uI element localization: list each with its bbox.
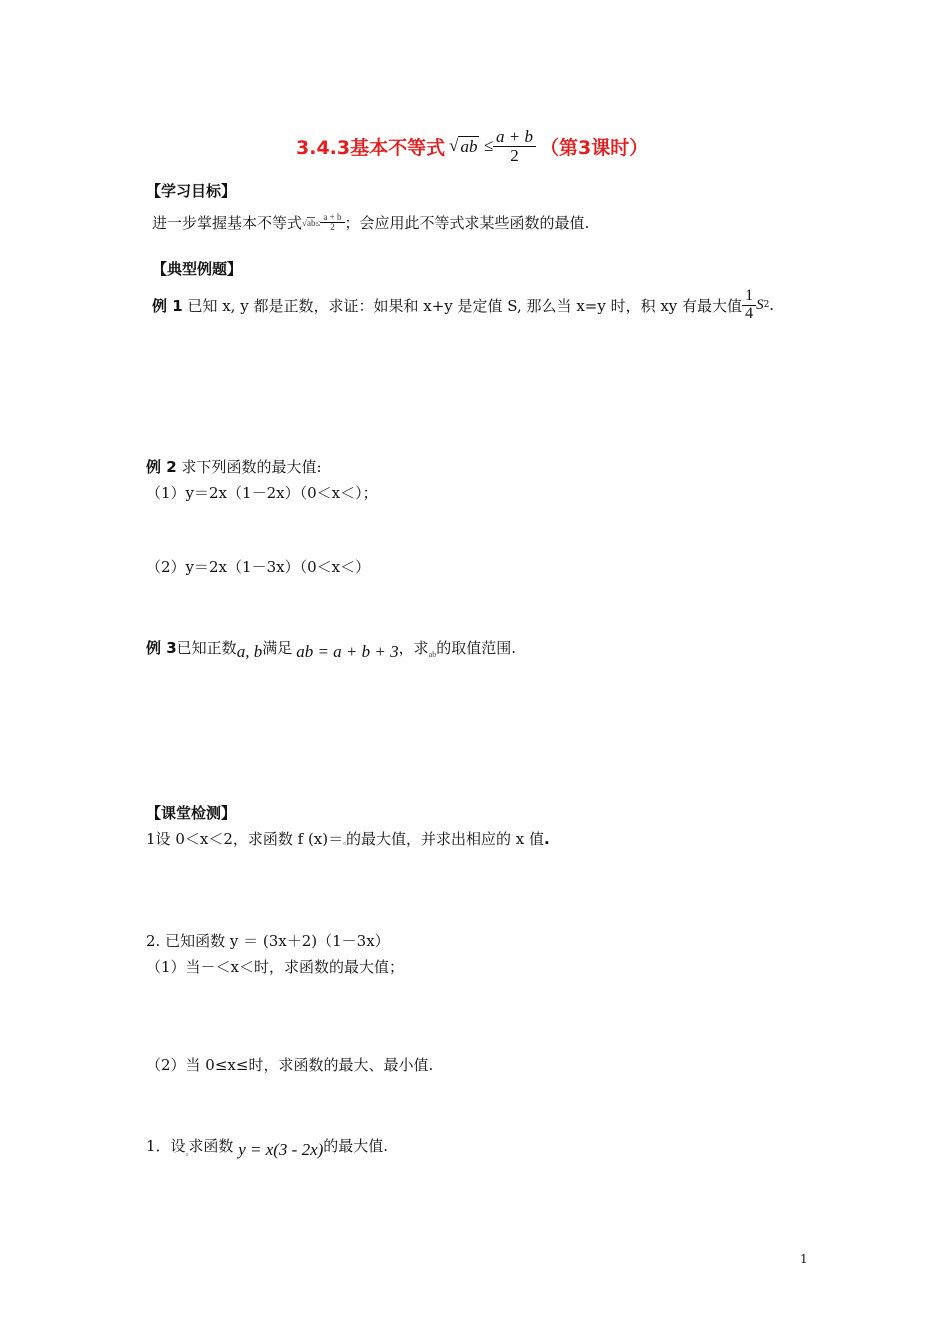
q3-equation: y = x(3 - 2x) (238, 1140, 324, 1159)
example-2 (146, 456, 322, 477)
example-3-vars: a, b (236, 642, 263, 661)
q1-function-icon: ▫ (343, 839, 346, 848)
check-q3: 1．设 ▫ 求函数 y = x(3 - 2x) 的最大值. (146, 1136, 389, 1159)
page-title (296, 128, 648, 165)
sqrt-symbol: √ ab (449, 135, 478, 156)
check-heading: 【课堂检测】 (146, 804, 237, 822)
check-q2-2: （2）当 0≤x≤时，求函数的最大、最小值. (146, 1056, 434, 1074)
example-2-item-1: （1）y＝2x（1－2x）（0＜x＜）； (146, 484, 378, 502)
example-2-text: 求下列函数的最大值: (181, 458, 322, 476)
goals-text: 进一步掌握基本不等式 √ ab ≤ $\frac{a + b}{2}$ ；会应用此不等式求某些函数的最值. (152, 211, 590, 232)
check-q2-1: （1）当－＜x＜时，求函数的最大值； (146, 958, 405, 976)
example-1-fraction: $\frac{1}{4}$ (742, 288, 756, 323)
example-3-target-icon: ab (428, 649, 437, 659)
title-inequality: √ ab ≤ $\frac{a + b}{2}$ (449, 128, 536, 165)
example-3: 例 3 已知正数 a, b 满足 ab = a + b + 3 ，求 ab 的取值范围. (146, 638, 516, 661)
example-3-equation: ab = a + b + 3 (296, 642, 399, 661)
example-1: 例 1 已知 x, y 都是正数，求证：如果和 x+y 是定值 S, 那么当 x=y 时，积 xy 有最大值 $\frac{1}{4}$ S 2 . (152, 287, 775, 322)
goals-heading: 【学习目标】 (146, 182, 237, 200)
example-1-text: 已知 x, y 都是正数，求证：如果和 x+y 是定值 S, 那么当 x=y 时，积 xy 有最大值 (187, 296, 743, 315)
example-1-s: S (756, 296, 764, 313)
page-number: 1 (800, 1252, 808, 1266)
check-q1: 1 设 0＜x＜2，求函数 f (x)＝ ▫ 的最大值，并求出相应的 x 值 . (146, 829, 550, 848)
check-q2: 2. 已知函数 y ＝ (3x＋2)（1－3x） (146, 932, 390, 950)
example-3-label: 例 3 (146, 638, 177, 657)
title-fraction: $\frac{a + b}{2}$ (493, 128, 536, 165)
q3-condition-icon: ▫ (185, 1149, 189, 1159)
examples-heading: 【典型例题】 (152, 260, 243, 278)
title-prefix: 3.4.3基本不等式 (296, 136, 446, 159)
example-2-label: 例 2 (146, 458, 177, 476)
example-1-label: 例 1 (152, 296, 183, 315)
title-suffix: （第3课时） (540, 136, 649, 159)
example-2-item-2: （2）y＝2x（1－3x）（0＜x＜） (146, 558, 371, 576)
goals-inequality: √ ab ≤ $\frac{a + b}{2}$ (302, 213, 344, 233)
